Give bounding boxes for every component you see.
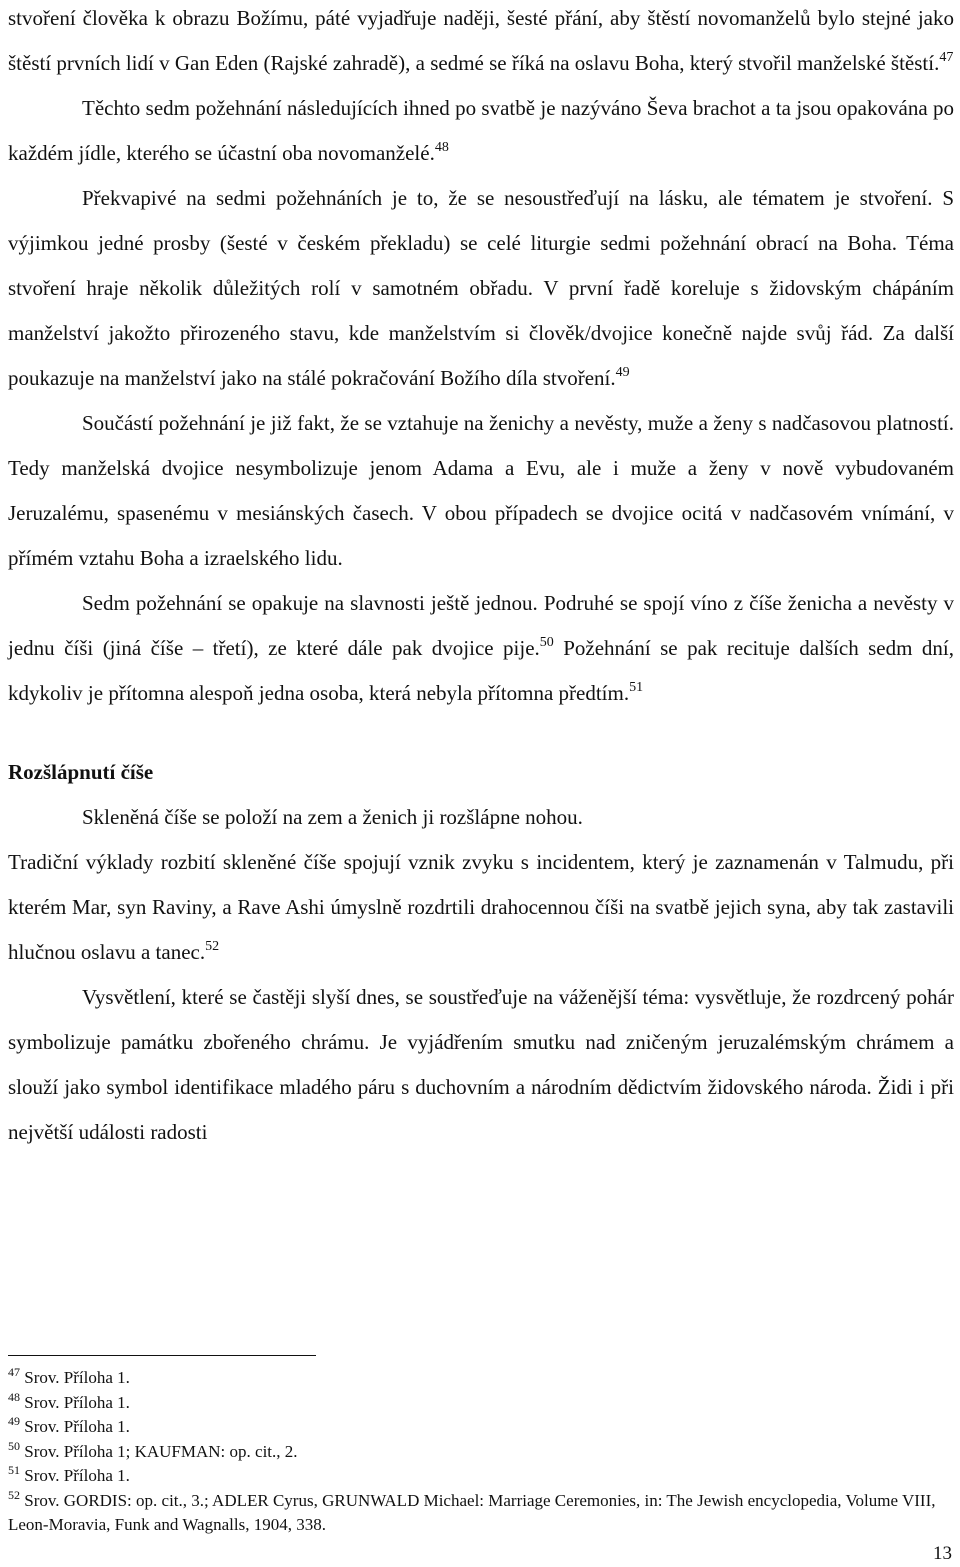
section-paragraph-1: Skleněná číše se položí na zem a ženich ji rozšlápne nohou. bbox=[82, 805, 583, 829]
paragraph-1 bbox=[8, 0, 954, 86]
footnote-item bbox=[8, 1464, 954, 1489]
section-paragraph-3: Vysvětlení, které se častěji slyší dnes, se soustřeďuje na váženější téma: vysvětluje, že rozdrcený pohár symbolizuje památku zbořeného chrámu. Je vyjádřením smutku nad zničeným jeruzalémským chrámem a slouží jako symbol identifikace mladého páru s duchovním a národním dědictvím židovského národa. Židi i při největší události radosti bbox=[8, 985, 954, 1144]
footnote-item bbox=[8, 1366, 954, 1391]
footnote-item bbox=[8, 1440, 954, 1465]
footnote-ref-51[interactable]: 51 bbox=[629, 680, 644, 695]
footnote-ref-47[interactable]: 47 bbox=[939, 50, 954, 65]
paragraph-5-text-a: Sedm požehnání se opakuje na slavnosti ještě jednou. Podruhé se spojí víno z číše ženicha a nevěsty v jednu číši (jiná číše – třetí), ze které dále pak dvojice pije. bbox=[8, 591, 954, 660]
footnote-number: 49 bbox=[8, 1414, 20, 1428]
footnote-divider bbox=[8, 1355, 316, 1356]
footnotes bbox=[8, 1366, 954, 1538]
section-paragraph-2 bbox=[8, 840, 954, 975]
footnote-number: 51 bbox=[8, 1463, 20, 1477]
page-number: 13 bbox=[933, 1543, 952, 1564]
section-paragraph-2-text: Tradiční výklady rozbití skleněné číše spojují vznik zvyku s incidentem, který je zaznamenán v Talmudu, při kterém Mar, syn Raviny, a Rave Ashi úmyslně rozdrtili drahocennou číši na svatbě jejich syna, aby tak zastavili hlučnou oslavu a tanec. bbox=[8, 850, 954, 964]
footnote-text: Srov. Příloha 1. bbox=[24, 1368, 130, 1387]
body-text bbox=[8, 0, 954, 1155]
footnote-item bbox=[8, 1415, 954, 1440]
footnote-ref-48[interactable]: 48 bbox=[434, 140, 449, 155]
paragraph-1-text: stvoření člověka k obrazu Božímu, páté vyjadřuje naději, šesté přání, aby štěstí novomanželů bylo stejné jako štěstí prvních lidí v Gan Eden (Rajské zahradě), a sedmé se říká na oslavu Boha, který stvořil manželské štěstí. bbox=[8, 6, 954, 75]
footnote-number: 50 bbox=[8, 1438, 20, 1453]
footnote-number: 47 bbox=[8, 1365, 20, 1379]
paragraph-3 bbox=[8, 176, 954, 401]
footnote-ref-49[interactable]: 49 bbox=[615, 365, 630, 380]
footnote-text: Srov. GORDIS: op. cit., 3.; ADLER Cyrus, GRUNWALD Michael: Marriage Ceremonies, in: The Jewish encyclopedia, Volume VIII, Leon-Moravia, Funk and Wagnalls, 1904, 338. bbox=[8, 1490, 936, 1534]
footnote-ref-50[interactable]: 50 bbox=[539, 635, 554, 650]
section-heading: Rozšlápnutí číše bbox=[8, 760, 154, 784]
footnote-item bbox=[8, 1391, 954, 1416]
footnote-number: 48 bbox=[8, 1389, 20, 1404]
document-page bbox=[8, 0, 954, 1155]
paragraph-2-text: Těchto sedm požehnání následujících ihned po svatbě je nazýváno Ševa brachot a ta jsou opakována po každém jídle, kterého se účastní oba novomanželé. bbox=[8, 96, 954, 165]
footnote-number: 52 bbox=[8, 1487, 20, 1502]
paragraph-5-text-b: Požehnání se pak recituje dalších sedm dní, kdykoliv je přítomna alespoň jedna osoba, která nebyla přítomna předtím. bbox=[8, 636, 954, 705]
paragraph-4: Součástí požehnání je již fakt, že se vztahuje na ženichy a nevěsty, muže a ženy s nadčasovou platností. Tedy manželská dvojice nesymbolizuje jenom Adama a Evu, ale i muže a ženy v nově vybudovaném Jeruzalému, spasenému v mesiánských časech. V obou případech se dvojice ocitá v nadčasovém vnímání, v přímém vztahu Boha a izraelského lidu. bbox=[8, 411, 954, 570]
footnote-item bbox=[8, 1489, 954, 1538]
paragraph-5 bbox=[8, 581, 954, 716]
footnote-text: Srov. Příloha 1. bbox=[24, 1392, 130, 1412]
paragraph-2 bbox=[8, 86, 954, 176]
footnote-text: Srov. Příloha 1. bbox=[24, 1466, 130, 1485]
paragraph-3-text: Překvapivé na sedmi požehnáních je to, že se nesoustřeďují na lásku, ale tématem je stvoření. S výjimkou jedné prosby (šesté v českém překladu) se celé liturgie sedmi požehnání obrací na Boha. Téma stvoření hraje několik důležitých rolí v samotném obřadu. V první řadě koreluje s židovským chápáním manželství jakožto přirozeného stavu, kde manželstvím si člověk/dvojice konečně najde svůj řád. Za další poukazuje na manželství jako na stálé pokračování Božího díla stvoření. bbox=[8, 186, 954, 390]
footnote-text: Srov. Příloha 1; KAUFMAN: op. cit., 2. bbox=[24, 1441, 298, 1461]
footnote-ref-52[interactable]: 52 bbox=[205, 939, 220, 954]
footnote-text: Srov. Příloha 1. bbox=[24, 1417, 130, 1436]
